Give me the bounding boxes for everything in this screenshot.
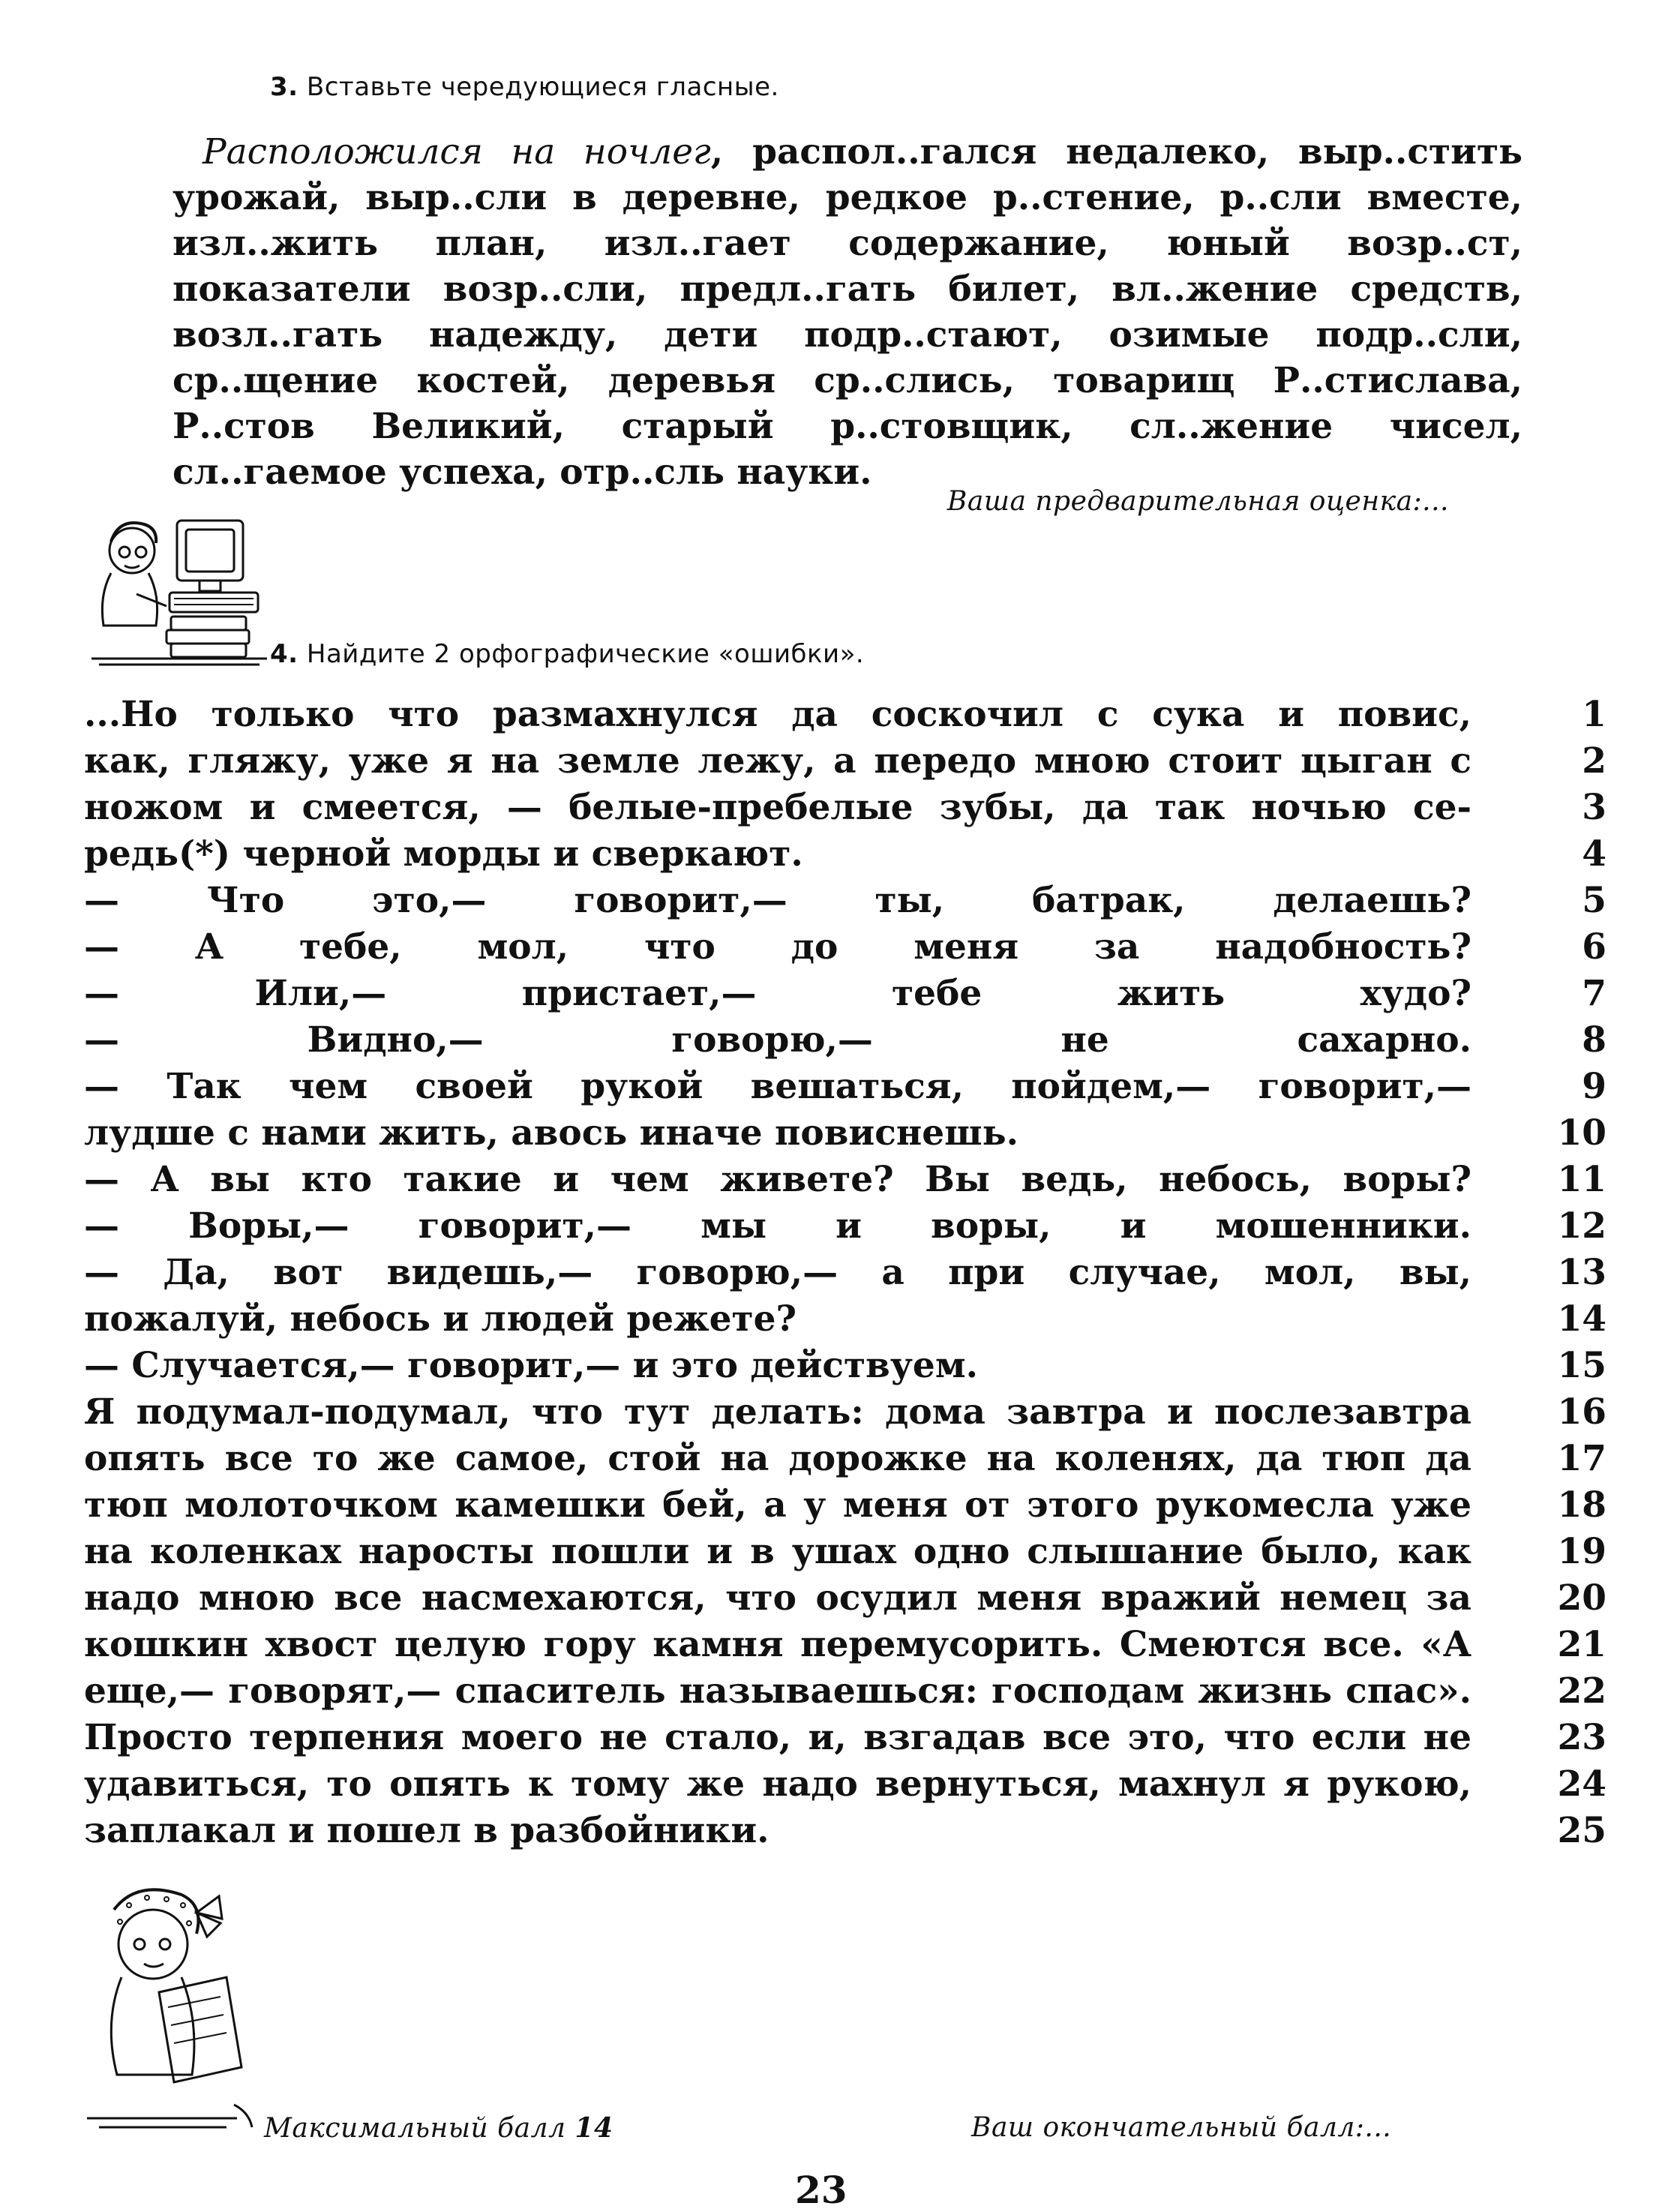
line-text: как, гляжу, уже я на земле лежу, а передо мною стоит цыган с bbox=[84, 740, 1472, 782]
line-text: удавиться, то опять к тому же надо вернуться, махнул я рукою, bbox=[84, 1763, 1472, 1805]
task4-text-lines bbox=[84, 692, 1606, 1854]
text-line bbox=[84, 924, 1606, 971]
preliminary-score-note: Ваша предварительная оценка:... bbox=[946, 486, 1449, 517]
line-number: 9 bbox=[1582, 1066, 1606, 1107]
text-line bbox=[84, 878, 1606, 924]
text-line bbox=[84, 1482, 1606, 1529]
line-text: пожалуй, небось и людей режете? bbox=[84, 1298, 797, 1340]
line-number: 22 bbox=[1557, 1670, 1606, 1712]
line-text: — Случается,— говорит,— и это действуем. bbox=[84, 1345, 979, 1386]
line-number: 8 bbox=[1582, 1019, 1606, 1061]
text-line bbox=[84, 692, 1606, 738]
line-number: 24 bbox=[1557, 1763, 1606, 1805]
line-number: 19 bbox=[1557, 1531, 1606, 1572]
line-number: 1 bbox=[1582, 694, 1606, 735]
line-number: 5 bbox=[1582, 880, 1606, 921]
text-line bbox=[84, 1715, 1606, 1761]
line-text: кошкин хвост целую гору камня перемусорить. Смеются все. «А bbox=[84, 1624, 1472, 1665]
task4-number: 4. bbox=[270, 639, 298, 669]
line-text: ...Но только что размахнулся да соскочил с сука и повис, bbox=[84, 694, 1472, 735]
line-text: заплакал и пошел в разбойники. bbox=[84, 1810, 770, 1851]
line-number: 20 bbox=[1557, 1577, 1606, 1619]
line-number: 23 bbox=[1557, 1717, 1606, 1758]
line-number: 14 bbox=[1557, 1298, 1606, 1340]
text-line bbox=[84, 1296, 1606, 1343]
line-text: Просто терпения моего не стало, и, взгадав все это, что если не bbox=[84, 1717, 1472, 1758]
line-number: 10 bbox=[1557, 1112, 1606, 1154]
line-number: 21 bbox=[1557, 1624, 1606, 1665]
line-number: 3 bbox=[1582, 787, 1606, 828]
text-line bbox=[84, 1250, 1606, 1296]
line-text: — Да, вот видешь,— говорю,— а при случае, мол, вы, bbox=[84, 1252, 1472, 1293]
text-line bbox=[84, 1064, 1606, 1110]
girl-reading-illustration bbox=[84, 1880, 256, 2138]
line-text: ножом и смеется, — белые-пребелые зубы, да так ночью се- bbox=[84, 787, 1472, 828]
page-number: 23 bbox=[795, 2168, 848, 2212]
line-number: 17 bbox=[1557, 1438, 1606, 1479]
text-line bbox=[84, 1436, 1606, 1482]
line-number: 25 bbox=[1557, 1810, 1606, 1851]
task3-number: 3. bbox=[270, 72, 298, 102]
line-text: — Так чем своей рукой вешаться, пойдем,— говорит,— bbox=[84, 1066, 1472, 1107]
text-line bbox=[84, 1203, 1606, 1250]
line-text: — Видно,— говорю,— не сахарно. bbox=[84, 1019, 1472, 1061]
text-line bbox=[84, 831, 1606, 878]
text-line bbox=[84, 738, 1606, 785]
line-text: тюп молоточком камешки бей, а у меня от этого рукомесла уже bbox=[84, 1484, 1472, 1526]
text-line bbox=[84, 971, 1606, 1017]
task3-example: Расположился на ночлег bbox=[202, 131, 711, 173]
line-text: — Воры,— говорит,— мы и воры, и мошенники. bbox=[84, 1205, 1472, 1247]
line-text: опять все то же самое, стой на дорожке на коленях, да тюп да bbox=[84, 1438, 1472, 1479]
task4-heading bbox=[270, 639, 864, 669]
max-score-label: Максимальный балл bbox=[264, 2113, 566, 2144]
max-score bbox=[264, 2112, 614, 2144]
text-line bbox=[84, 1110, 1606, 1157]
line-text: — Или,— пристает,— тебе жить худо? bbox=[84, 973, 1472, 1014]
line-text: редь(*) черной морды и сверкают. bbox=[84, 833, 803, 875]
task3-paragraph bbox=[172, 129, 1522, 495]
boy-computer-illustration bbox=[88, 504, 268, 671]
line-number: 13 bbox=[1557, 1252, 1606, 1293]
line-number: 11 bbox=[1557, 1159, 1606, 1200]
line-text: — А вы кто такие и чем живете? Вы ведь, небось, воры? bbox=[84, 1159, 1472, 1200]
text-line bbox=[84, 1157, 1606, 1203]
line-text: — А тебе, мол, что до меня за надобность? bbox=[84, 926, 1472, 968]
line-number: 6 bbox=[1582, 926, 1606, 968]
line-number: 4 bbox=[1582, 833, 1606, 875]
text-line bbox=[84, 1808, 1606, 1854]
text-line bbox=[84, 1017, 1606, 1064]
text-line bbox=[84, 1389, 1606, 1436]
line-text: еще,— говорят,— спаситель называешься: господам жизнь спас». bbox=[84, 1670, 1472, 1712]
task3-text: , распол..гался недалеко, выр..стить урожай, выр..сли в деревне, редкое р..стение, р..сли вместе, изл..жить план, изл..гает содержание, юный возр..ст, показатели возр..сли, предл..гать билет, вл..жение средств, возл..гать надежду, дети подр..стают, озимые подр..сли, ср..щение костей, деревья ср..слись, товарищ Р..стислава, Р..стов Великий, старый р..стовщик, сл..жение чисел, сл..гаемое успеха, отр..сль науки. bbox=[172, 131, 1522, 493]
task3-heading-text: Вставьте чередующиеся гласные. bbox=[306, 72, 779, 102]
task4-heading-text: Найдите 2 орфографические «ошибки». bbox=[306, 639, 865, 669]
text-line bbox=[84, 1761, 1606, 1808]
line-text: на коленках наросты пошли и в ушах одно слышание было, как bbox=[84, 1531, 1472, 1572]
text-line bbox=[84, 1529, 1606, 1575]
text-line bbox=[84, 1622, 1606, 1668]
max-score-value: 14 bbox=[574, 2112, 614, 2144]
line-text: — Что это,— говорит,— ты, батрак, делаешь? bbox=[84, 880, 1472, 921]
text-line bbox=[84, 1668, 1606, 1715]
final-score-note: Ваш окончательный балл:... bbox=[971, 2112, 1392, 2143]
line-number: 16 bbox=[1557, 1391, 1606, 1433]
text-line bbox=[84, 1343, 1606, 1389]
task3-heading bbox=[270, 72, 779, 102]
line-number: 7 bbox=[1582, 973, 1606, 1014]
line-number: 2 bbox=[1582, 740, 1606, 782]
text-line bbox=[84, 1575, 1606, 1622]
line-number: 15 bbox=[1557, 1345, 1606, 1386]
line-text: надо мною все насмехаются, что осудил меня вражий немец за bbox=[84, 1577, 1472, 1619]
line-text: Я подумал-подумал, что тут делать: дома завтра и послезавтра bbox=[84, 1391, 1472, 1433]
text-line bbox=[84, 785, 1606, 831]
line-number: 18 bbox=[1557, 1484, 1606, 1526]
line-text: лудше с нами жить, авось иначе повиснешь. bbox=[84, 1112, 1018, 1154]
line-number: 12 bbox=[1557, 1205, 1606, 1247]
